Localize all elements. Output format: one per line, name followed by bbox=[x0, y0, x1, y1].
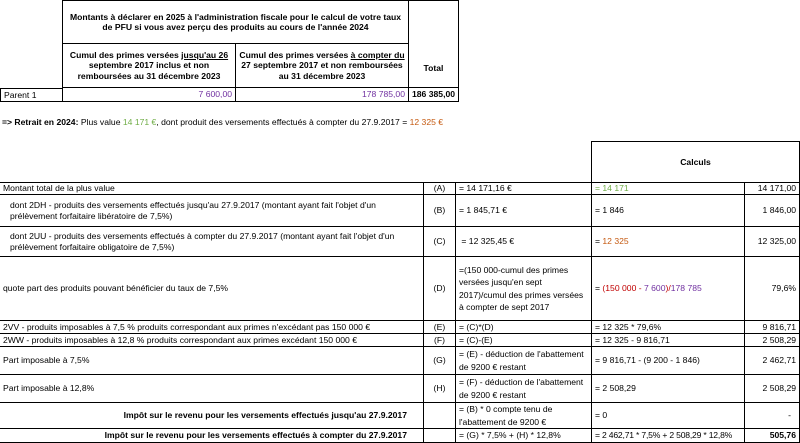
row-g-result bbox=[744, 347, 800, 375]
row-c-result-text: 12 325,00 bbox=[757, 236, 796, 247]
row-d-result-text: 79,6% bbox=[771, 283, 796, 294]
row-c-label-text: dont 2UU - produits des versements effectués à compter du 27.9.2017 (montant ayant fait l'objet d'un prélèvement forfaitaire obligatoire de 7,5%) bbox=[10, 231, 395, 252]
row-c-calc-prefix: = bbox=[595, 236, 603, 247]
top-col2-header bbox=[236, 43, 409, 88]
row-i-label-text: Impôt sur le revenu pour les versements effectués jusqu'au 27.9.2017 bbox=[123, 410, 407, 421]
row-d-calc bbox=[591, 257, 744, 321]
row-f-letter-text: (F) bbox=[434, 334, 445, 345]
row-d-calc-prefix: = bbox=[595, 283, 603, 294]
row-h-formula bbox=[455, 375, 591, 403]
retrait-text2: , dont produit des versements effectués à compter du 27.9.2017 = bbox=[156, 117, 410, 127]
row-i-letter bbox=[423, 403, 455, 429]
row-d-calc-close: )/ bbox=[665, 283, 671, 294]
row-c-letter-text: (C) bbox=[433, 236, 446, 247]
row-i-calc bbox=[591, 403, 744, 429]
retrait-plus-value: 14 171 € bbox=[122, 117, 157, 127]
row-b-formula-text: = 1 845,71 € bbox=[459, 205, 508, 216]
retrait-produit: 12 325 € bbox=[409, 117, 444, 127]
top-row-val1-text: 7 600,00 bbox=[198, 89, 232, 100]
top-col1-u: jusqu'au 26 bbox=[181, 49, 229, 60]
retrait-text1: Plus value bbox=[78, 117, 123, 127]
row-g-formula-text: = (E) - déduction de l'abattement de 9200 € restant bbox=[459, 349, 584, 372]
row-i-result bbox=[744, 403, 800, 429]
row-b-calc-text: = 1 846 bbox=[595, 205, 624, 216]
row-i-label bbox=[0, 403, 423, 429]
row-e-label-text: 2VV - produits imposables à 7,5 % produits correspondant aux primes n'excédant pas 150 000 € bbox=[3, 321, 371, 332]
calc-header-text: Calculs bbox=[680, 156, 711, 167]
row-i-formula-text: = (B) * 0 compte tenu de l'abattement de 9200 € bbox=[459, 404, 553, 427]
row-i-formula bbox=[455, 403, 591, 429]
row-d-formula-text: =(150 000-cumul des primes versées jusqu'en sept 2017)/cumul des primes versées à compter de sept 2017 bbox=[459, 264, 584, 312]
row-j-label-text: Impôt sur le revenu pour les versements effectués à compter du 27.9.2017 bbox=[104, 430, 407, 441]
row-a-result-text: 14 171,00 bbox=[757, 183, 796, 194]
row-d-calc-open: ( bbox=[602, 283, 606, 294]
row-b-letter-text: (B) bbox=[433, 205, 446, 216]
row-e-formula-text: = (C)*(D) bbox=[459, 321, 494, 332]
top-row-val2 bbox=[236, 88, 409, 102]
row-c-label bbox=[0, 227, 423, 257]
calc-header bbox=[591, 141, 800, 182]
top-header-main-text: Montants à déclarer en 2025 à l'administration fiscale pour le calcul de votre taux de PFU si vous avez perçu des produits au cours de l'année 2024 bbox=[69, 11, 402, 32]
row-h-label-text: Part imposable à 12,8% bbox=[3, 383, 95, 394]
top-row-label-text: Parent 1 bbox=[4, 89, 37, 100]
top-total-header bbox=[409, 0, 459, 88]
row-f-result-text: 2 508,29 bbox=[762, 334, 796, 345]
row-d-calc-b: 7 600 bbox=[643, 283, 666, 294]
row-d-letter bbox=[423, 257, 455, 321]
row-g-letter-text: (G) bbox=[433, 355, 446, 366]
row-f-result bbox=[744, 334, 800, 347]
row-a-calc-text: = 14 171 bbox=[595, 183, 629, 194]
top-col1-a: Cumul des primes versées bbox=[69, 49, 182, 60]
top-col2-u: à compter du bbox=[350, 49, 405, 60]
row-d-calc-a: 150 000 - bbox=[605, 283, 644, 294]
row-b-result bbox=[744, 195, 800, 227]
row-d-result bbox=[744, 257, 800, 321]
row-f-formula bbox=[455, 334, 591, 347]
row-c-formula-text: = 12 325,45 € bbox=[459, 236, 515, 247]
row-c-calc-val: 12 325 bbox=[602, 236, 629, 247]
top-col1-b: septembre 2017 inclus et non remboursées au 31 décembre 2023 bbox=[77, 60, 221, 81]
row-i-result-text: - bbox=[788, 410, 791, 421]
row-j-result-text: 505,76 bbox=[769, 430, 796, 441]
row-j-result bbox=[744, 429, 800, 443]
row-a-formula-text: = 14 171,16 € bbox=[459, 183, 512, 194]
row-f-letter bbox=[423, 334, 455, 347]
row-a-label bbox=[0, 182, 423, 195]
row-e-letter-text: (E) bbox=[433, 321, 446, 332]
row-f-calc-text: = 12 325 - 9 816,71 bbox=[595, 334, 670, 345]
top-col2-header-text bbox=[239, 50, 405, 82]
row-g-formula bbox=[455, 347, 591, 375]
row-d-formula bbox=[455, 257, 591, 321]
top-row-total-text: 186 385,00 bbox=[412, 89, 456, 100]
row-b-label bbox=[0, 195, 423, 227]
row-b-formula bbox=[455, 195, 591, 227]
row-g-result-text: 2 462,71 bbox=[762, 355, 796, 366]
row-e-calc-text: = 12 325 * 79,6% bbox=[595, 321, 662, 332]
row-f-formula-text: = (C)-(E) bbox=[459, 334, 493, 345]
row-a-letter-text: (A) bbox=[433, 183, 446, 194]
row-c-calc bbox=[591, 227, 744, 257]
row-h-letter bbox=[423, 375, 455, 403]
row-f-label-text: 2WW - produits imposables à 12,8 % produits correspondant aux primes excédant 150 000 € bbox=[3, 334, 357, 345]
row-h-calc-text: = 2 508,29 bbox=[595, 383, 636, 394]
top-row-val1 bbox=[62, 88, 236, 102]
top-col2-b: 27 septembre 2017 et non remboursées au 31 décembre 2023 bbox=[241, 60, 403, 81]
row-f-label bbox=[0, 334, 423, 347]
row-j-formula-text: = (G) * 7,5% + (H) * 12,8% bbox=[459, 430, 561, 441]
row-d-letter-text: (D) bbox=[433, 283, 446, 294]
top-header-main bbox=[62, 0, 409, 43]
row-f-calc bbox=[591, 334, 744, 347]
top-row-label bbox=[0, 88, 62, 102]
row-e-letter bbox=[423, 321, 455, 334]
row-e-label bbox=[0, 321, 423, 334]
row-b-letter bbox=[423, 195, 455, 227]
row-a-calc bbox=[591, 182, 744, 195]
row-j-calc-text: = 2 462,71 * 7,5% + 2 508,29 * 12,8% bbox=[595, 430, 733, 441]
row-b-result-text: 1 846,00 bbox=[762, 205, 796, 216]
top-col1-header bbox=[62, 43, 236, 88]
row-g-calc bbox=[591, 347, 744, 375]
retrait-line bbox=[2, 117, 602, 129]
row-a-formula bbox=[455, 182, 591, 195]
row-h-calc bbox=[591, 375, 744, 403]
row-c-letter bbox=[423, 227, 455, 257]
row-g-label bbox=[0, 347, 423, 375]
row-a-result bbox=[744, 182, 800, 195]
row-h-formula-text: = (F) - déduction de l'abattement de 9200 € restant bbox=[459, 377, 584, 400]
top-total-header-text: Total bbox=[423, 62, 444, 73]
row-g-calc-text: = 9 816,71 - (9 200 - 1 846) bbox=[595, 355, 700, 366]
top-col1-header-text bbox=[66, 50, 232, 82]
row-h-result-text: 2 508,29 bbox=[762, 383, 796, 394]
row-e-formula bbox=[455, 321, 591, 334]
row-b-label-text: dont 2DH - produits des versements effectués jusqu'au 27.9.2017 (montant ayant fait l'objet d'un prélèvement forfaitaire libératoire de 7,5%) bbox=[10, 200, 376, 221]
row-d-label bbox=[0, 257, 423, 321]
row-c-formula bbox=[455, 227, 591, 257]
retrait-prefix: => Retrait en 2024: bbox=[2, 117, 79, 127]
row-b-calc bbox=[591, 195, 744, 227]
row-c-result bbox=[744, 227, 800, 257]
row-e-result-text: 9 816,71 bbox=[762, 321, 796, 332]
row-a-letter bbox=[423, 182, 455, 195]
row-h-result bbox=[744, 375, 800, 403]
row-j-label bbox=[0, 429, 423, 443]
row-i-calc-text: = 0 bbox=[595, 410, 608, 421]
row-e-calc bbox=[591, 321, 744, 334]
row-j-formula bbox=[455, 429, 591, 443]
row-h-label bbox=[0, 375, 423, 403]
row-d-label-text: quote part des produits pouvant bénéficier du taux de 7,5% bbox=[3, 283, 229, 294]
top-row-total bbox=[409, 88, 459, 102]
row-g-letter bbox=[423, 347, 455, 375]
top-col2-a: Cumul des primes versées bbox=[239, 49, 351, 60]
row-d-calc-c: 178 785 bbox=[670, 283, 702, 294]
row-e-result bbox=[744, 321, 800, 334]
row-g-label-text: Part imposable à 7,5% bbox=[3, 355, 90, 366]
top-row-val2-text: 178 785,00 bbox=[361, 89, 405, 100]
row-j-calc bbox=[591, 429, 744, 443]
row-a-label-text: Montant total de la plus value bbox=[3, 183, 115, 194]
row-j-letter bbox=[423, 429, 455, 443]
row-h-letter-text: (H) bbox=[433, 383, 446, 394]
